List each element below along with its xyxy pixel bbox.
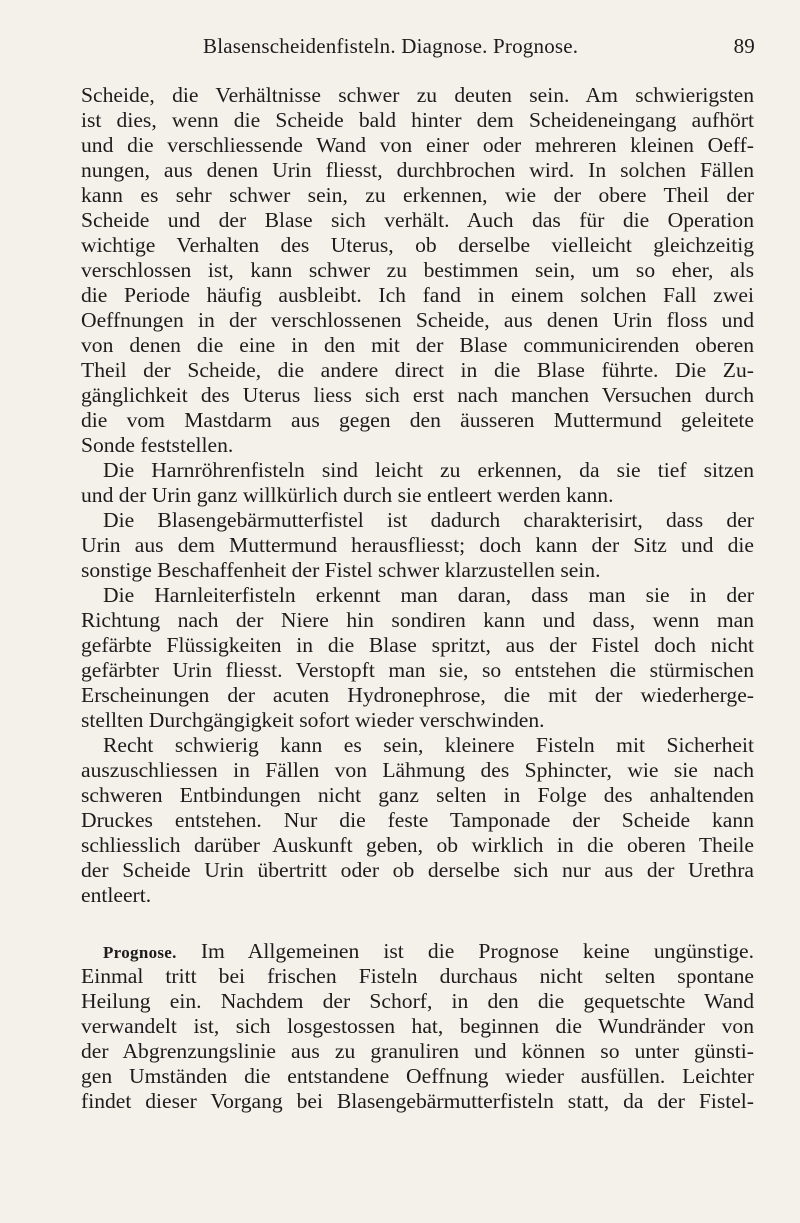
text-line: gen Umständen die entstandene Oeffnung wieder ausfüllen. Leichter [81,1064,754,1088]
text-line: findet dieser Vorgang bei Blasengebärmutterfisteln statt, da der Fistel- [81,1089,754,1113]
text-line: Die Harnröhrenfisteln sind leicht zu erkennen, da sie tief sitzen [103,458,754,482]
text-line: entleert. [81,883,152,907]
text-line: Urin aus dem Muttermund herausfliesst; doch kann der Sitz und die [81,533,754,557]
text-line: Die Blasengebärmutterfistel ist dadurch charakterisirt, dass der [103,508,754,532]
section-heading: Prognose. [103,943,177,962]
prognose-section [81,939,754,1114]
text-line: Recht schwierig kann es sein, kleinere Fisteln mit Sicherheit [103,733,754,757]
running-head [203,34,755,62]
text-line: Einmal tritt bei frischen Fisteln durchaus nicht selten spontane [81,964,754,988]
text-line: Theil der Scheide, die andere direct in die Blase führte. Die Zu- [81,358,754,382]
text-line: Scheide, die Verhältnisse schwer zu deuten sein. Am schwierigsten [81,83,754,107]
text-line: und der Urin ganz willkürlich durch sie entleert werden kann. [81,483,614,507]
page-number: 89 [733,34,755,58]
text-line: schliesslich darüber Auskunft geben, ob wirklich in die oberen Theile [81,833,754,857]
text-line: nungen, aus denen Urin fliesst, durchbrochen wird. In solchen Fällen [81,158,754,182]
text-line: kann es sehr schwer sein, zu erkennen, wie der obere Theil der [81,183,754,207]
text-line: Richtung nach der Niere hin sondiren kann und dass, wenn man [81,608,754,632]
text-line: die Periode häufig ausbleibt. Ich fand in einem solchen Fall zwei [81,283,754,307]
text-line: Druckes entstehen. Nur die feste Tamponade der Scheide kann [81,808,754,832]
text-line: Die Harnleiterfisteln erkennt man daran, dass man sie in der [103,583,754,607]
text-line: stellten Durchgängigkeit sofort wieder verschwinden. [81,708,545,732]
text-line: wichtige Verhalten des Uterus, ob derselbe vielleicht gleichzeitig [81,233,754,257]
paragraph [81,458,754,508]
text-line: Sonde feststellen. [81,433,234,457]
text-line [81,939,754,964]
text-line: der Scheide Urin übertritt oder ob derselbe sich nur aus der Urethra [81,858,754,882]
text-line: und die verschliessende Wand von einer oder mehreren kleinen Oeff- [81,133,754,157]
paragraph [81,508,754,583]
paragraph [81,583,754,733]
section-gap [81,908,754,939]
text-line: Heilung ein. Nachdem der Schorf, in den die gequetschte Wand [81,989,754,1013]
text-line: sonstige Beschaffenheit der Fistel schwer klarzustellen sein. [81,558,601,582]
text-line: Scheide und der Blase sich verhält. Auch das für die Operation [81,208,754,232]
text-line: Oeffnungen in der verschlossenen Scheide, aus denen Urin floss und [81,308,754,332]
text-line: Erscheinungen der acuten Hydronephrose, die mit der wiederherge- [81,683,754,707]
paragraph [81,733,754,908]
text-line: der Abgrenzungslinie aus zu granuliren und können so unter günsti- [81,1039,754,1063]
text-line: gefärbte Flüssigkeiten in die Blase spritzt, aus der Fistel doch nicht [81,633,754,657]
text-line: schweren Entbindungen nicht ganz selten in Folge des anhaltenden [81,783,754,807]
heading-line-rest: Im Allgemeinen ist die Prognose keine ungünstige. [176,939,754,963]
text-line: auszuschliessen in Fällen von Lähmung des Sphincter, wie sie nach [81,758,754,782]
text-line: gefärbter Urin fliesst. Verstopft man sie, so entstehen die stürmischen [81,658,754,682]
text-line: verschlossen ist, kann schwer zu bestimmen sein, um so eher, als [81,258,754,282]
body-text [81,83,754,1114]
text-line: die vom Mastdarm aus gegen den äusseren Muttermund geleitete [81,408,754,432]
text-line: verwandelt ist, sich losgestossen hat, beginnen die Wundränder von [81,1014,754,1038]
text-line: gänglichkeit des Uterus liess sich erst nach manchen Versuchen durch [81,383,754,407]
text-line: von denen die eine in den mit der Blase communicirenden oberen [81,333,754,357]
paragraph [81,83,754,458]
text-line: ist dies, wenn die Scheide bald hinter dem Scheideneingang aufhört [81,108,754,132]
running-title: Blasenscheidenfisteln. Diagnose. Prognose. [203,34,579,58]
